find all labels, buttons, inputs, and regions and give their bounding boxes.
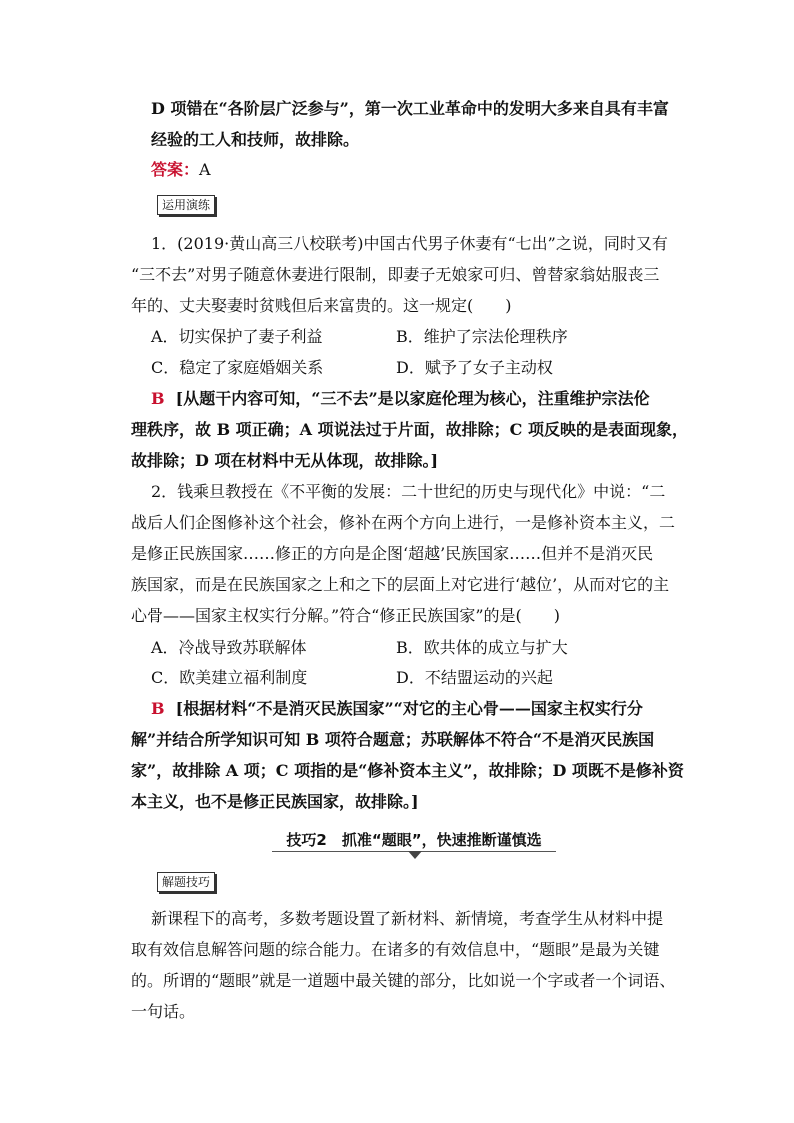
intro-answer bbox=[151, 160, 211, 180]
q1-option-d: D．赋予了女子主动权 bbox=[396, 358, 553, 377]
q2-explanation-4: 本主义，也不是修正民族国家，故排除。] bbox=[131, 792, 419, 811]
answer-value: A bbox=[199, 160, 211, 179]
intro-line-2: 经验的工人和技师，故排除。 bbox=[151, 130, 360, 149]
q1-option-b: B．维护了宗法伦理秩序 bbox=[396, 327, 568, 346]
q2-expl-text-1: [根据材料“不是消灭民族国家”“对它的主心骨——国家主权实行分 bbox=[175, 699, 643, 718]
down-triangle-icon bbox=[408, 851, 422, 859]
body-line-1: 新课程下的高考，多数考题设置了新材料、新情境，考查学生从材料中提 bbox=[151, 909, 664, 928]
q2-line-4: 族国家，而是在民族国家之上和之下的层面上对它进行‘越位’，从而对它的主 bbox=[131, 575, 670, 594]
q2-line-1: 2．钱乘旦教授在《不平衡的发展：二十世纪的历史与现代化》中说：“二 bbox=[151, 482, 666, 501]
answer-label: 答案： bbox=[151, 160, 200, 179]
q2-explanation-3: 家”，故排除 A 项；C 项指的是“修补资本主义”，故排除；D 项既不是修补资 bbox=[131, 761, 684, 780]
q2-option-c: C．欧美建立福利制度 bbox=[151, 668, 308, 687]
q1-line-2: “三不去”对男子随意休妻进行限制，即妻子无娘家可归、曾替家翁姑服丧三 bbox=[131, 265, 660, 284]
q1-explanation-2: 理秩序，故 B 项正确；A 项说法过于片面，故排除；C 项反映的是表面现象， bbox=[131, 420, 688, 439]
q2-line-5: 心骨——国家主权实行分解。”符合“修正民族国家”的是( ) bbox=[131, 606, 561, 625]
q1-explanation-1 bbox=[151, 389, 650, 409]
q1-answer: B bbox=[151, 389, 165, 408]
q2-line-2: 战后人们企图修补这个社会，修补在两个方向上进行，一是修补资本主义，二 bbox=[131, 513, 676, 532]
q1-expl-text-1: [从题干内容可知，“三不去”是以家庭伦理为核心，注重维护宗法伦 bbox=[175, 389, 650, 408]
q1-line-1: 1．(2019·黄山高三八校联考)中国古代男子休妻有“七出”之说，同时又有 bbox=[151, 234, 668, 253]
q2-answer: B bbox=[151, 699, 165, 718]
q2-option-d: D．不结盟运动的兴起 bbox=[396, 668, 553, 687]
section-heading-text: 技巧2 抓准“题眼”，快速推断谨慎选 bbox=[286, 831, 542, 849]
q2-line-3: 是修正民族国家……修正的方向是企图‘超越’民族国家……但并不是消灭民 bbox=[131, 544, 654, 563]
q1-explanation-3: 故排除；D 项在材料中无从体现，故排除。] bbox=[131, 451, 439, 470]
practice-tag: 运用演练 bbox=[157, 195, 215, 215]
q1-option-c: C．稳定了家庭婚姻关系 bbox=[151, 358, 324, 377]
q1-option-a: A．切实保护了妻子利益 bbox=[151, 327, 323, 346]
body-line-2: 取有效信息解答问题的综合能力。在诸多的有效信息中，“题眼”是最为关键 bbox=[131, 940, 660, 959]
q2-option-a: A．冷战导致苏联解体 bbox=[151, 638, 307, 657]
body-line-4: 一句话。 bbox=[131, 1002, 196, 1021]
q2-explanation-1 bbox=[151, 699, 643, 719]
q2-explanation-2: 解”并结合所学知识可知 B 项符合题意；苏联解体不符合“不是消灭民族国 bbox=[131, 730, 655, 749]
tips-tag: 解题技巧 bbox=[157, 872, 215, 892]
q2-option-b: B．欧共体的成立与扩大 bbox=[396, 638, 568, 657]
section-heading bbox=[272, 829, 556, 850]
body-line-3: 的。所谓的“题眼”就是一道题中最关键的部分，比如说一个字或者一个词语、 bbox=[131, 971, 676, 990]
intro-line-1: D 项错在“各阶层广泛参与”，第一次工业革命中的发明大多来自具有丰富 bbox=[151, 99, 669, 118]
q1-line-3: 年的、丈夫娶妻时贫贱但后来富贵的。这一规定( ) bbox=[131, 296, 512, 315]
